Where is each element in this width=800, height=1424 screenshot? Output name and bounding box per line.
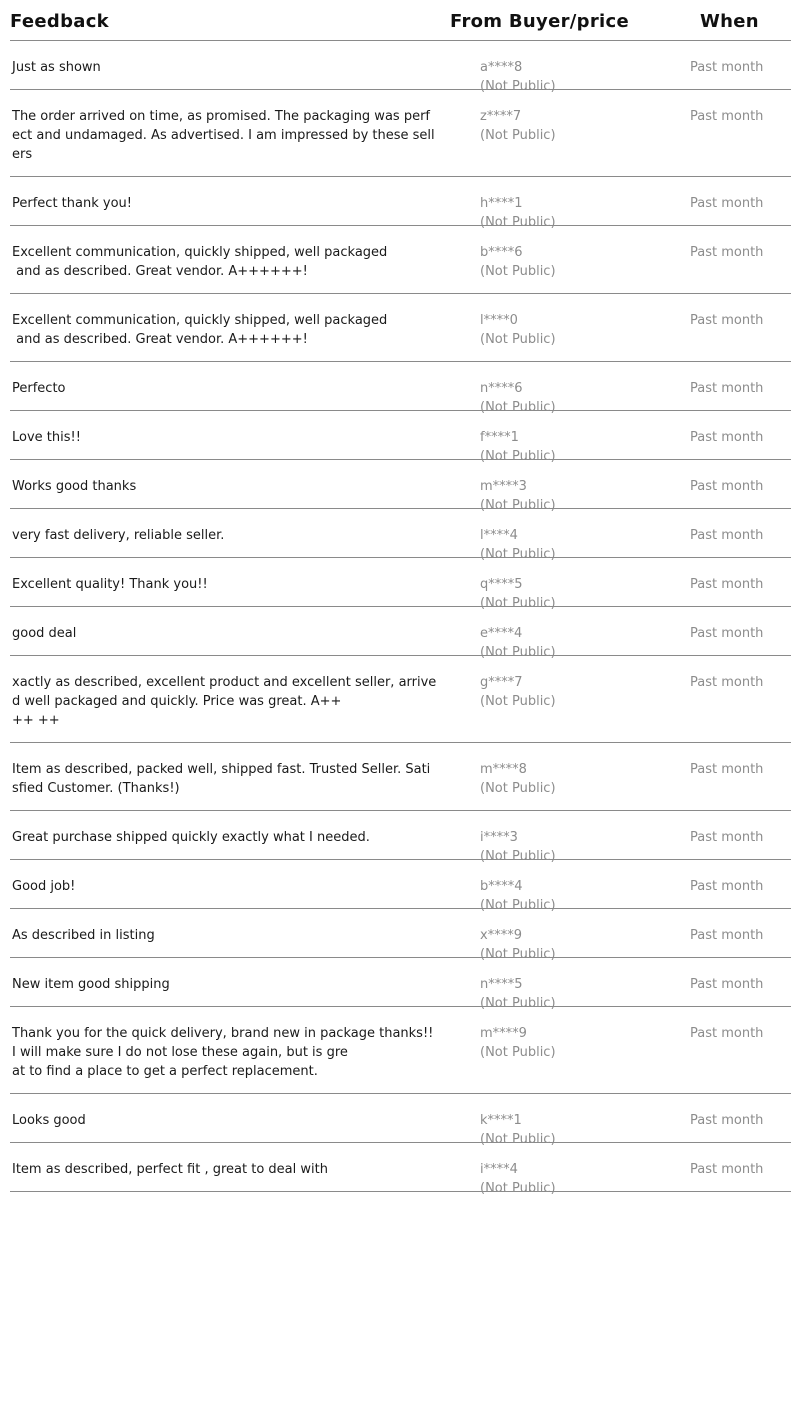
table-row bbox=[10, 226, 791, 294]
buyer-name: b****4 bbox=[480, 879, 523, 894]
column-header-feedback: Feedback bbox=[10, 11, 109, 32]
price-not-public: (Not Public) bbox=[480, 1045, 556, 1060]
table-row bbox=[10, 1094, 791, 1147]
table-header bbox=[10, 0, 791, 41]
price-not-public: (Not Public) bbox=[480, 645, 556, 660]
feedback-text: Just as shown bbox=[12, 60, 101, 75]
feedback-date: Past month bbox=[690, 430, 764, 445]
feedback-date: Past month bbox=[690, 879, 764, 894]
buyer-name: g****7 bbox=[480, 675, 523, 690]
feedback-text: Item as described, perfect fit , great to deal with bbox=[12, 1162, 328, 1177]
price-not-public: (Not Public) bbox=[480, 400, 556, 415]
buyer-name: m****9 bbox=[480, 1026, 527, 1041]
buyer-cell bbox=[480, 311, 640, 349]
feedback-text: very fast delivery, reliable seller. bbox=[12, 528, 225, 543]
feedback-text: Good job! bbox=[12, 879, 76, 894]
feedback-text: The order arrived on time, as promised. The packaging was perfect and undamaged. As advertised. I am impressed by these sellers bbox=[12, 109, 435, 162]
table-row bbox=[10, 656, 791, 743]
table-row bbox=[10, 41, 791, 94]
buyer-name: i****4 bbox=[480, 1162, 518, 1177]
price-not-public: (Not Public) bbox=[480, 332, 556, 347]
price-not-public: (Not Public) bbox=[480, 694, 556, 709]
table-row bbox=[10, 958, 791, 1011]
table-row bbox=[10, 860, 791, 913]
buyer-name: i****3 bbox=[480, 830, 518, 845]
feedback-date: Past month bbox=[690, 479, 764, 494]
column-header-from-buyer-price: From Buyer/price bbox=[450, 11, 629, 32]
buyer-name: q****5 bbox=[480, 577, 523, 592]
price-not-public: (Not Public) bbox=[480, 947, 556, 962]
feedback-date: Past month bbox=[690, 626, 764, 641]
buyer-name: b****6 bbox=[480, 245, 523, 260]
feedback-date: Past month bbox=[690, 60, 764, 75]
feedback-date: Past month bbox=[690, 1026, 764, 1041]
table-row bbox=[10, 811, 791, 864]
feedback-date: Past month bbox=[690, 109, 764, 124]
buyer-name: l****0 bbox=[480, 313, 518, 328]
buyer-name: m****8 bbox=[480, 762, 527, 777]
feedback-text: Looks good bbox=[12, 1113, 86, 1128]
feedback-date: Past month bbox=[690, 675, 764, 690]
buyer-name: k****1 bbox=[480, 1113, 522, 1128]
table-row bbox=[10, 743, 791, 811]
feedback-text: As described in listing bbox=[12, 928, 155, 943]
feedback-text: Perfecto bbox=[12, 381, 66, 396]
buyer-cell bbox=[480, 673, 640, 711]
buyer-name: z****7 bbox=[480, 109, 522, 124]
feedback-table bbox=[10, 0, 791, 1196]
buyer-name: l****4 bbox=[480, 528, 518, 543]
price-not-public: (Not Public) bbox=[480, 264, 556, 279]
buyer-name: h****1 bbox=[480, 196, 523, 211]
price-not-public: (Not Public) bbox=[480, 781, 556, 796]
feedback-text: New item good shipping bbox=[12, 977, 170, 992]
feedback-text: Love this!! bbox=[12, 430, 81, 445]
column-header-when: When bbox=[700, 11, 759, 32]
buyer-name: n****6 bbox=[480, 381, 523, 396]
buyer-cell bbox=[480, 107, 640, 145]
price-not-public: (Not Public) bbox=[480, 449, 556, 464]
feedback-date: Past month bbox=[690, 528, 764, 543]
feedback-text: xactly as described, excellent product and excellent seller, arrived well packaged and quickly. Price was great. A++ ++ ++ bbox=[12, 675, 437, 728]
table-row bbox=[10, 1143, 791, 1196]
table-row bbox=[10, 411, 791, 464]
buyer-name: n****5 bbox=[480, 977, 523, 992]
feedback-date: Past month bbox=[690, 762, 764, 777]
feedback-date: Past month bbox=[690, 977, 764, 992]
price-not-public: (Not Public) bbox=[480, 128, 556, 143]
table-row bbox=[10, 509, 791, 562]
feedback-text: Excellent quality! Thank you!! bbox=[12, 577, 208, 592]
table-row bbox=[10, 177, 791, 230]
table-row bbox=[10, 90, 791, 177]
table-row bbox=[10, 607, 791, 660]
feedback-date: Past month bbox=[690, 577, 764, 592]
feedback-date: Past month bbox=[690, 1162, 764, 1177]
table-row bbox=[10, 558, 791, 611]
price-not-public: (Not Public) bbox=[480, 79, 556, 94]
price-not-public: (Not Public) bbox=[480, 498, 556, 513]
price-not-public: (Not Public) bbox=[480, 547, 556, 562]
buyer-name: x****9 bbox=[480, 928, 522, 943]
table-row bbox=[10, 1007, 791, 1094]
buyer-name: a****8 bbox=[480, 60, 523, 75]
table-row bbox=[10, 460, 791, 513]
feedback-text: Works good thanks bbox=[12, 479, 137, 494]
table-row bbox=[10, 362, 791, 415]
buyer-cell bbox=[480, 1024, 640, 1062]
price-not-public: (Not Public) bbox=[480, 996, 556, 1011]
feedback-text: Great purchase shipped quickly exactly what I needed. bbox=[12, 830, 370, 845]
feedback-text: Perfect thank you! bbox=[12, 196, 132, 211]
feedback-date: Past month bbox=[690, 245, 764, 260]
feedback-text: Item as described, packed well, shipped fast. Trusted Seller. Satisfied Customer. (Thanks!) bbox=[12, 762, 431, 796]
buyer-cell bbox=[480, 1160, 640, 1198]
buyer-name: e****4 bbox=[480, 626, 523, 641]
feedback-text: good deal bbox=[12, 626, 77, 641]
feedback-date: Past month bbox=[690, 381, 764, 396]
feedback-date: Past month bbox=[690, 313, 764, 328]
price-not-public: (Not Public) bbox=[480, 898, 556, 913]
feedback-date: Past month bbox=[690, 1113, 764, 1128]
feedback-text: Excellent communication, quickly shipped, well packaged and as described. Great vendor. A++++++! bbox=[12, 245, 388, 279]
price-not-public: (Not Public) bbox=[480, 1181, 556, 1196]
table-row bbox=[10, 909, 791, 962]
buyer-name: m****3 bbox=[480, 479, 527, 494]
price-not-public: (Not Public) bbox=[480, 1132, 556, 1147]
feedback-date: Past month bbox=[690, 830, 764, 845]
buyer-cell bbox=[480, 243, 640, 281]
feedback-text: Excellent communication, quickly shipped, well packaged and as described. Great vendor. A++++++! bbox=[12, 313, 388, 347]
price-not-public: (Not Public) bbox=[480, 596, 556, 611]
buyer-cell bbox=[480, 760, 640, 798]
feedback-date: Past month bbox=[690, 928, 764, 943]
buyer-name: f****1 bbox=[480, 430, 519, 445]
table-row bbox=[10, 294, 791, 362]
price-not-public: (Not Public) bbox=[480, 849, 556, 864]
feedback-text: Thank you for the quick delivery, brand new in package thanks!! I will make sure I do not lose these again, but is gre at to find a place to get a perfect replacement. bbox=[12, 1026, 434, 1079]
price-not-public: (Not Public) bbox=[480, 215, 556, 230]
feedback-date: Past month bbox=[690, 196, 764, 211]
